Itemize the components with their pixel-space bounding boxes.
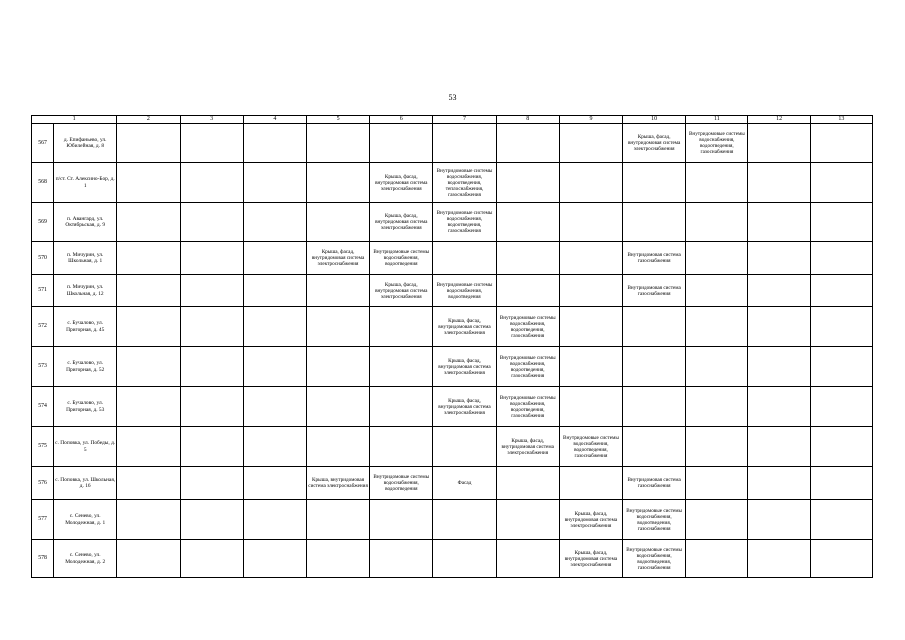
work-cell (810, 347, 872, 387)
work-cell (686, 540, 748, 578)
work-cell (243, 347, 306, 387)
work-cell (306, 387, 369, 427)
work-cell (623, 387, 686, 427)
header-cell: 3 (180, 116, 243, 124)
work-cell (748, 203, 810, 242)
work-cell (433, 427, 496, 467)
row-number: 574 (32, 387, 54, 427)
address-cell: с. Поповка, ул. Школьная, д. 16 (54, 467, 117, 500)
address-cell: с. Поповка, ул. Победы, д. 5 (54, 427, 117, 467)
work-cell (623, 163, 686, 203)
work-cell (496, 275, 559, 307)
header-cell: 10 (623, 116, 686, 124)
header-cell: 7 (433, 116, 496, 124)
work-cell (306, 540, 369, 578)
work-cell (559, 124, 622, 163)
work-cell (748, 347, 810, 387)
page-number: 53 (448, 93, 457, 102)
work-cell: Внутридомовые системы водоснабжения, водоотведения, газоснабжения (496, 347, 559, 387)
work-cell (370, 387, 433, 427)
work-cell (117, 387, 180, 427)
work-cell (748, 163, 810, 203)
address-cell: п. Мичурин, ул. Школьная, д. 12 (54, 275, 117, 307)
work-cell (433, 124, 496, 163)
work-cell (686, 427, 748, 467)
work-cell (748, 427, 810, 467)
work-cell (243, 467, 306, 500)
work-cell (180, 124, 243, 163)
work-cell (686, 203, 748, 242)
row-number: 576 (32, 467, 54, 500)
table-row (32, 124, 873, 163)
work-cell (748, 467, 810, 500)
work-cell (243, 427, 306, 467)
row-number: 572 (32, 307, 54, 347)
header-cell: 1 (32, 116, 117, 124)
work-cell (810, 163, 872, 203)
work-cell: Внутридомовые системы водоснабжения, водоотведения, газоснабжения (496, 307, 559, 347)
work-cell (810, 540, 872, 578)
work-cell (117, 163, 180, 203)
work-cell: Внутридомовая система газоснабжения (623, 242, 686, 275)
work-cell (180, 427, 243, 467)
work-cell (496, 163, 559, 203)
header-cell: 12 (748, 116, 810, 124)
work-cell (306, 427, 369, 467)
work-cell (117, 275, 180, 307)
header-cell: 2 (117, 116, 180, 124)
work-cell (496, 467, 559, 500)
work-cell: Внутридомовые системы водоснабжения, водоотведения, газоснабжения (623, 540, 686, 578)
work-cell (117, 347, 180, 387)
row-number: 578 (32, 540, 54, 578)
work-cell (559, 387, 622, 427)
work-cell (180, 500, 243, 540)
work-cell (810, 242, 872, 275)
header-cell: 13 (810, 116, 872, 124)
work-cell (748, 387, 810, 427)
work-cell (496, 500, 559, 540)
work-cell (686, 275, 748, 307)
header-cell: 11 (686, 116, 748, 124)
work-cell (559, 242, 622, 275)
work-cell: Внутридомовая система газоснабжения (623, 275, 686, 307)
work-cell (810, 124, 872, 163)
work-cell (180, 540, 243, 578)
work-cell (496, 203, 559, 242)
work-cell: Крыша, фасад, внутридомовая система электроснабжения (623, 124, 686, 163)
work-cell (810, 307, 872, 347)
work-cell (370, 500, 433, 540)
work-cell (748, 540, 810, 578)
work-cell (748, 124, 810, 163)
work-cell (117, 203, 180, 242)
work-cell (117, 500, 180, 540)
work-cell (306, 347, 369, 387)
row-number: 573 (32, 347, 54, 387)
work-cell (686, 242, 748, 275)
work-cell (180, 347, 243, 387)
repair-schedule-table (31, 115, 873, 578)
work-cell (686, 387, 748, 427)
work-cell: Крыша, фасад, внутридомовая система электроснабжения (306, 242, 369, 275)
work-cell: Крыша, фасад, внутридомовая система электроснабжения (559, 500, 622, 540)
work-cell (496, 540, 559, 578)
work-cell (748, 242, 810, 275)
work-cell: Крыша, фасад, внутридомовая система электроснабжения (433, 387, 496, 427)
work-cell (180, 275, 243, 307)
work-cell (686, 163, 748, 203)
work-cell (433, 500, 496, 540)
work-cell (370, 347, 433, 387)
work-cell (243, 242, 306, 275)
address-cell: п. Мичурин, ул. Школьная, д. 1 (54, 242, 117, 275)
work-cell: Внутридомовые системы водоснабжения, водоотведения, газоснабжения (686, 124, 748, 163)
work-cell: Внутридомовые системы водоснабжения, водоотведения, газоснабжения (623, 500, 686, 540)
work-cell (180, 467, 243, 500)
row-number: 569 (32, 203, 54, 242)
work-cell: Крыша, фасад, внутридомовая система электроснабжения (496, 427, 559, 467)
work-cell (370, 307, 433, 347)
address-cell: с. Сенево, ул. Молодежная, д. 2 (54, 540, 117, 578)
work-cell (243, 500, 306, 540)
work-cell (433, 242, 496, 275)
row-number: 570 (32, 242, 54, 275)
work-cell (623, 307, 686, 347)
header-cell: 8 (496, 116, 559, 124)
address-cell: с. Бучалово, ул. Пригорная, д. 52 (54, 347, 117, 387)
work-cell: Крыша, фасад, внутридомовая система электроснабжения (559, 540, 622, 578)
row-number: 567 (32, 124, 54, 163)
work-cell (117, 124, 180, 163)
table-row (32, 242, 873, 275)
table-row (32, 467, 873, 500)
work-cell (559, 275, 622, 307)
header-row (32, 116, 873, 124)
work-cell (306, 203, 369, 242)
work-cell (810, 467, 872, 500)
table-row (32, 540, 873, 578)
table-row (32, 307, 873, 347)
address-cell: с. Бучалово, ул. Пригорная, д. 45 (54, 307, 117, 347)
address-cell: п. Авангард, ул. Октябрьская, д. 9 (54, 203, 117, 242)
work-cell (306, 275, 369, 307)
address-cell: д. Епифаньево, ул. Юбилейная, д. 8 (54, 124, 117, 163)
work-cell (180, 387, 243, 427)
work-cell: Крыша, фасад, внутридомовая система электроснабжения (370, 203, 433, 242)
row-number: 577 (32, 500, 54, 540)
header-cell: 5 (306, 116, 369, 124)
work-cell (686, 307, 748, 347)
work-cell (243, 387, 306, 427)
work-cell (180, 307, 243, 347)
work-cell (559, 203, 622, 242)
work-cell: Крыша, фасад, внутридомовая система электроснабжения (370, 163, 433, 203)
work-cell (559, 347, 622, 387)
work-cell (243, 163, 306, 203)
work-cell (433, 540, 496, 578)
work-cell (810, 500, 872, 540)
work-cell (370, 540, 433, 578)
work-cell (117, 427, 180, 467)
work-cell (370, 124, 433, 163)
table-row (32, 347, 873, 387)
work-cell (496, 242, 559, 275)
work-cell: Внутридомовые системы водоснабжения, водоотведения (370, 467, 433, 500)
work-cell: Внутридомовые системы водоснабжения, водоотведения, газоснабжения (559, 427, 622, 467)
work-cell (559, 163, 622, 203)
work-cell (496, 124, 559, 163)
work-cell: Крыша, фасад, внутридомовая система электроснабжения (433, 307, 496, 347)
work-cell: Фасад (433, 467, 496, 500)
work-cell: Внутридомовые системы водоснабжения, водоотведения, газоснабжения (433, 203, 496, 242)
work-cell (180, 163, 243, 203)
table-row (32, 427, 873, 467)
work-cell: Внутридомовые системы водоснабжения, водоотведения, теплоснабжения, газоснабжения (433, 163, 496, 203)
work-cell (686, 347, 748, 387)
work-cell (306, 124, 369, 163)
table-row (32, 500, 873, 540)
row-number: 575 (32, 427, 54, 467)
address-cell: с. Сенево, ул. Молодежная, д. 1 (54, 500, 117, 540)
work-cell (306, 163, 369, 203)
work-cell (810, 427, 872, 467)
work-cell (748, 307, 810, 347)
table-row (32, 163, 873, 203)
work-cell (306, 500, 369, 540)
work-cell (748, 500, 810, 540)
table-row (32, 275, 873, 307)
table-row (32, 387, 873, 427)
work-cell: Крыша, фасад, внутридомовая система электроснабжения (433, 347, 496, 387)
work-cell: Крыша, фасад, внутридомовая система электроснабжения (370, 275, 433, 307)
work-cell (623, 427, 686, 467)
work-cell (243, 307, 306, 347)
row-number: 571 (32, 275, 54, 307)
work-cell: Внутридомовая система газоснабжения (623, 467, 686, 500)
work-cell (559, 307, 622, 347)
work-cell (810, 387, 872, 427)
work-cell (243, 203, 306, 242)
work-cell (180, 203, 243, 242)
work-cell (623, 203, 686, 242)
work-cell (810, 275, 872, 307)
header-cell: 9 (559, 116, 622, 124)
work-cell (117, 242, 180, 275)
table-row (32, 203, 873, 242)
work-cell (623, 347, 686, 387)
work-cell (180, 242, 243, 275)
work-cell (686, 467, 748, 500)
work-cell (117, 307, 180, 347)
work-cell (243, 540, 306, 578)
work-cell: Внутридомовые системы водоснабжения, водоотведения, газоснабжения (496, 387, 559, 427)
header-cell: 6 (370, 116, 433, 124)
address-cell: с. Бучалово, ул. Пригорная, д. 53 (54, 387, 117, 427)
header-cell: 4 (243, 116, 306, 124)
work-cell: Внутридомовые системы водоснабжения, водоотведения (433, 275, 496, 307)
row-number: 568 (32, 163, 54, 203)
work-cell (117, 467, 180, 500)
work-cell (243, 124, 306, 163)
work-cell (306, 307, 369, 347)
work-cell: Внутридомовые системы водоснабжения, водоотведения (370, 242, 433, 275)
work-cell (748, 275, 810, 307)
work-cell: Крыша, внутридомовая система электроснабжения (306, 467, 369, 500)
work-cell (117, 540, 180, 578)
address-cell: п/ст. Ст. Алексино-Бор, д. 1 (54, 163, 117, 203)
work-cell (243, 275, 306, 307)
work-cell (559, 467, 622, 500)
work-cell (810, 203, 872, 242)
work-cell (370, 427, 433, 467)
work-cell (686, 500, 748, 540)
